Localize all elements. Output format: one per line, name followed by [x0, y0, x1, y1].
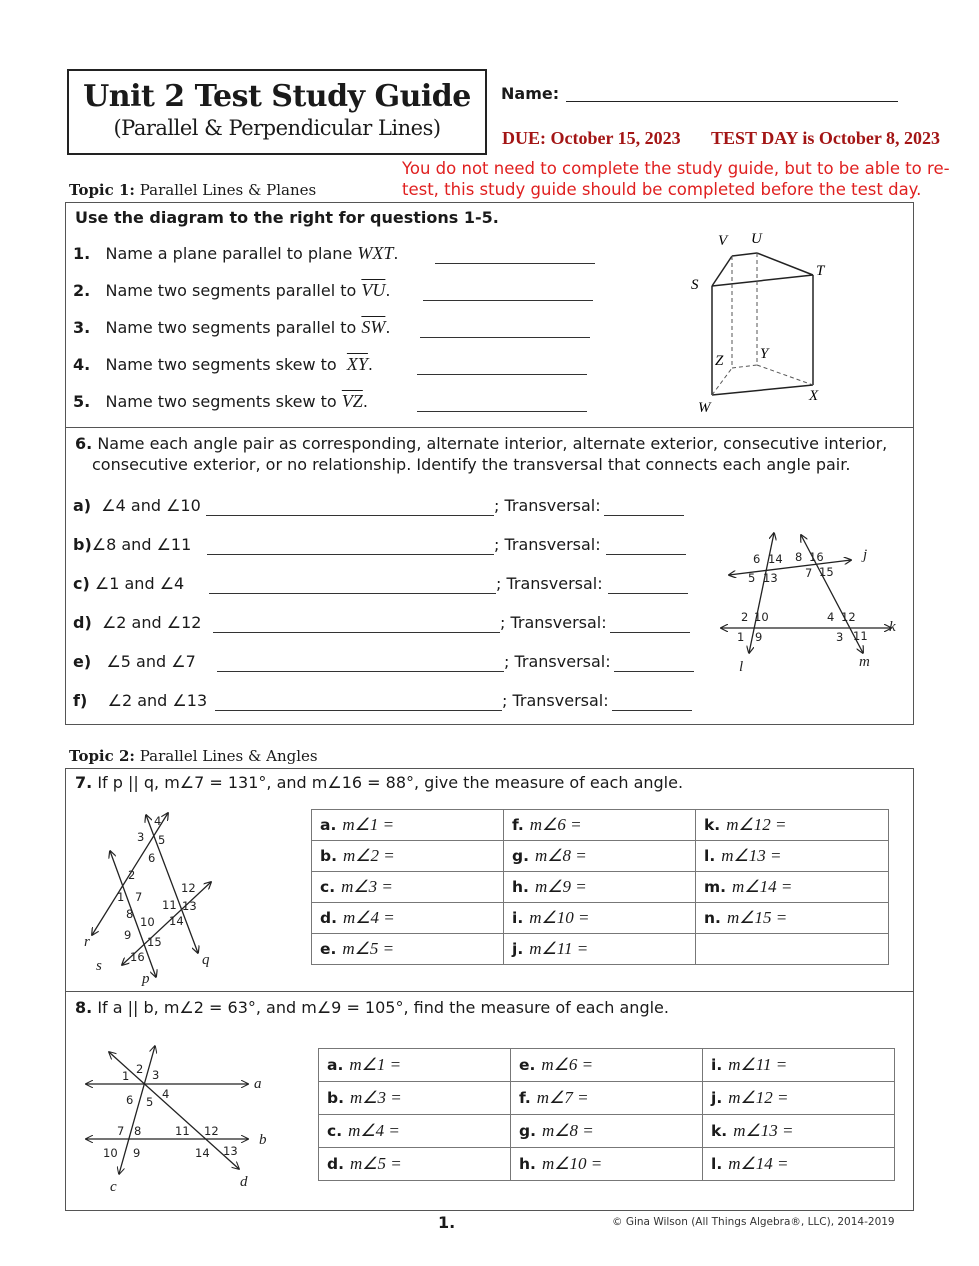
q8-cell[interactable]: d. m∠5 =	[319, 1148, 511, 1181]
q6-c-transversal-label: ; Transversal:	[496, 574, 603, 593]
q8-cell[interactable]: b. m∠3 =	[319, 1082, 511, 1115]
q8-cell[interactable]: i. m∠11 =	[703, 1049, 895, 1082]
svg-text:8: 8	[795, 550, 803, 564]
q8-cell[interactable]: h. m∠10 =	[511, 1148, 703, 1181]
answer-1-field[interactable]	[435, 251, 595, 264]
q7-empty-cell	[696, 934, 889, 965]
answer-4-field[interactable]	[417, 362, 587, 375]
line-d-label: d	[240, 1174, 248, 1190]
q7-cell[interactable]: j. m∠11 =	[504, 934, 696, 965]
svg-text:6: 6	[148, 851, 156, 865]
line-b-label: b	[259, 1132, 267, 1148]
svg-text:5: 5	[158, 833, 166, 847]
instructions: Use the diagram to the right for questions 1-5.	[75, 208, 499, 227]
svg-text:16: 16	[130, 950, 145, 964]
q6-a-transversal-field[interactable]	[604, 503, 684, 516]
question-1: 1. Name a plane parallel to plane WXT.	[73, 243, 399, 263]
q8-cell[interactable]: j. m∠12 =	[703, 1082, 895, 1115]
q6-f-relationship-field[interactable]	[215, 698, 502, 711]
svg-text:7: 7	[117, 1124, 125, 1138]
q8-cell[interactable]: l. m∠14 =	[703, 1148, 895, 1181]
q6-c-transversal-field[interactable]	[608, 581, 688, 594]
svg-text:10: 10	[103, 1146, 118, 1160]
q7-cell[interactable]: e. m∠5 =	[312, 934, 504, 965]
completion-note: You do not need to complete the study guide, but to be able to re-test, this study guide should be completed before the test day.	[402, 159, 950, 199]
q7-cell[interactable]: l. m∠13 =	[696, 841, 889, 872]
q8-cell[interactable]: c. m∠4 =	[319, 1115, 511, 1148]
q7-cell[interactable]: g. m∠8 =	[504, 841, 696, 872]
svg-text:1: 1	[122, 1069, 130, 1083]
line-j-label: j	[863, 547, 868, 563]
svg-text:11: 11	[853, 629, 868, 643]
vertex-T: T	[816, 263, 825, 279]
svg-text:13: 13	[763, 571, 778, 585]
svg-text:3: 3	[137, 830, 145, 844]
question-5: 5. Name two segments skew to $\overline{VZ}$.	[73, 391, 368, 411]
topic1-title: Parallel Lines & Planes	[139, 181, 317, 199]
svg-text:10: 10	[754, 610, 769, 624]
vertex-V: V	[718, 233, 728, 249]
q7-cell[interactable]: n. m∠15 =	[696, 903, 889, 934]
vertex-Y: Y	[760, 346, 769, 362]
svg-text:14: 14	[768, 552, 783, 566]
q7-cell[interactable]: m. m∠14 =	[696, 872, 889, 903]
page-title: Unit 2 Test Study Guide	[83, 79, 471, 114]
svg-text:5: 5	[146, 1095, 154, 1109]
q7-cell[interactable]: d. m∠4 =	[312, 903, 504, 934]
vertex-Z: Z	[715, 353, 724, 369]
svg-text:3: 3	[836, 630, 844, 644]
svg-text:13: 13	[223, 1144, 238, 1158]
q6-f-transversal-label: ; Transversal:	[502, 691, 609, 710]
svg-text:12: 12	[181, 881, 196, 895]
vertex-X: X	[809, 388, 819, 404]
transversal-diagram-abcd	[78, 1042, 278, 1192]
svg-text:2: 2	[128, 868, 136, 882]
q6-b-relationship-field[interactable]	[207, 542, 494, 555]
q8-given: a || b, m∠2 = 63°, and m∠9 = 105°	[112, 998, 404, 1017]
q6-d-relationship-field[interactable]	[213, 620, 500, 633]
section-q7	[65, 768, 914, 992]
q6-b-transversal-field[interactable]	[606, 542, 686, 555]
svg-text:9: 9	[124, 928, 132, 942]
q6-row-d: d) ∠2 and ∠12	[73, 613, 202, 632]
line-r-label: r	[84, 934, 90, 950]
q8-cell[interactable]: e. m∠6 =	[511, 1049, 703, 1082]
line-s-label: s	[96, 958, 102, 974]
prism-diagram	[681, 223, 841, 423]
q8-answer-table	[318, 1048, 895, 1181]
line-p-label: p	[142, 971, 150, 987]
name-label: Name:	[501, 84, 560, 103]
page-subtitle: (Parallel & Perpendicular Lines)	[113, 116, 441, 140]
q6-d-transversal-field[interactable]	[610, 620, 690, 633]
svg-text:14: 14	[169, 914, 184, 928]
svg-text:11: 11	[162, 898, 177, 912]
line-q-label: q	[202, 952, 210, 968]
line-a-label: a	[254, 1076, 262, 1092]
section-q1-5	[65, 202, 914, 428]
q6-d-transversal-label: ; Transversal:	[500, 613, 607, 632]
vertex-S: S	[691, 277, 699, 293]
question-4: 4. Name two segments skew to $\overline{XY}$.	[73, 354, 374, 374]
q7-cell[interactable]: f. m∠6 =	[504, 810, 696, 841]
svg-text:11: 11	[175, 1124, 190, 1138]
svg-text:10: 10	[140, 915, 155, 929]
line-k-label: k	[889, 619, 896, 635]
svg-text:15: 15	[147, 935, 162, 949]
q6-e-relationship-field[interactable]	[217, 659, 504, 672]
q6-b-transversal-label: ; Transversal:	[494, 535, 601, 554]
svg-text:8: 8	[134, 1124, 142, 1138]
q6-e-transversal-field[interactable]	[614, 659, 694, 672]
q8-cell[interactable]: a. m∠1 =	[319, 1049, 511, 1082]
q8-cell[interactable]: k. m∠13 =	[703, 1115, 895, 1148]
q7-given: p || q, m∠7 = 131°, and m∠16 = 88°	[112, 773, 414, 792]
name-field[interactable]	[566, 101, 898, 102]
svg-text:13: 13	[182, 899, 197, 913]
svg-text:8: 8	[126, 907, 134, 921]
topic2-label: Topic 2:	[69, 747, 135, 765]
question-7: 7. If p || q, m∠7 = 131°, and m∠16 = 88°, give the measure of each angle.	[75, 773, 684, 792]
svg-text:12: 12	[841, 610, 856, 624]
question-8: 8. If a || b, m∠2 = 63°, and m∠9 = 105°, find the measure of each angle.	[75, 998, 669, 1017]
transversal-diagram-pqrs	[84, 805, 234, 995]
q7-cell[interactable]: k. m∠12 =	[696, 810, 889, 841]
title-box	[67, 69, 487, 155]
section-q8	[65, 991, 914, 1211]
topic1-heading	[69, 181, 316, 199]
svg-text:15: 15	[819, 565, 834, 579]
due-date: DUE: October 15, 2023	[502, 128, 681, 148]
q8-cell[interactable]: g. m∠8 =	[511, 1115, 703, 1148]
q6-f-transversal-field[interactable]	[612, 698, 692, 711]
page-number: 1.	[438, 1213, 456, 1232]
svg-text:9: 9	[755, 630, 763, 644]
q6-row-e: e) ∠5 and ∠7	[73, 652, 196, 671]
q6-row-f: f) ∠2 and ∠13	[73, 691, 208, 710]
question-3: 3. Name two segments parallel to $\overline{SW}$.	[73, 317, 391, 337]
svg-text:4: 4	[154, 814, 162, 828]
q6-a-relationship-field[interactable]	[206, 503, 494, 516]
svg-text:16: 16	[809, 550, 824, 564]
q6-a-transversal-label: ; Transversal:	[494, 496, 601, 515]
svg-text:12: 12	[204, 1124, 219, 1138]
svg-text:7: 7	[805, 566, 813, 580]
svg-text:4: 4	[162, 1087, 170, 1101]
q7-answer-table	[311, 809, 889, 965]
test-day: TEST DAY is October 8, 2023	[711, 128, 941, 148]
q7-cell[interactable]: b. m∠2 =	[312, 841, 504, 872]
svg-text:6: 6	[753, 552, 761, 566]
svg-text:2: 2	[741, 610, 749, 624]
svg-text:7: 7	[135, 890, 143, 904]
line-l-label: l	[739, 659, 744, 675]
question-6: 6. Name each angle pair as corresponding, alternate interior, alternate exterior, consecutive interior, consecutive exterior, or no relationship. Identify the transversal that connects each angle pair.	[75, 434, 888, 474]
svg-text:3: 3	[152, 1068, 160, 1082]
q7-cell[interactable]: h. m∠9 =	[504, 872, 696, 903]
svg-text:1: 1	[117, 890, 125, 904]
q6-c-relationship-field[interactable]	[209, 581, 496, 594]
q7-cell[interactable]: c. m∠3 =	[312, 872, 504, 903]
vertex-W: W	[698, 400, 711, 416]
svg-text:9: 9	[133, 1146, 141, 1160]
line-m-label: m	[859, 654, 870, 670]
svg-text:2: 2	[136, 1062, 144, 1076]
q7-cell[interactable]: a. m∠1 =	[312, 810, 504, 841]
svg-text:1: 1	[737, 630, 745, 644]
q6-row-c: c) ∠1 and ∠4	[73, 574, 185, 593]
q6-row-a: a) ∠4 and ∠10	[73, 496, 201, 515]
topic2-title: Parallel Lines & Angles	[139, 747, 318, 765]
topic2-heading	[69, 747, 318, 765]
svg-text:4: 4	[827, 610, 835, 624]
q8-cell[interactable]: f. m∠7 =	[511, 1082, 703, 1115]
svg-text:6: 6	[126, 1093, 134, 1107]
topic1-label: Topic 1:	[69, 181, 135, 199]
svg-text:5: 5	[748, 571, 756, 585]
section-q6	[65, 427, 914, 725]
q6-e-transversal-label: ; Transversal:	[504, 652, 611, 671]
svg-text:14: 14	[195, 1146, 210, 1160]
answer-3-field[interactable]	[420, 325, 590, 338]
copyright: © Gina Wilson (All Things Algebra®, LLC), 2014-2019	[612, 1216, 895, 1228]
line-c-label: c	[110, 1179, 117, 1192]
question-2: 2. Name two segments parallel to $\overline{VU}$.	[73, 280, 391, 300]
q6-row-b: b)∠8 and ∠11	[73, 535, 192, 554]
vertex-U: U	[751, 231, 762, 247]
transversal-diagram-jklm	[711, 523, 911, 683]
q7-cell[interactable]: i. m∠10 =	[504, 903, 696, 934]
answer-5-field[interactable]	[417, 399, 587, 412]
answer-2-field[interactable]	[423, 288, 593, 301]
